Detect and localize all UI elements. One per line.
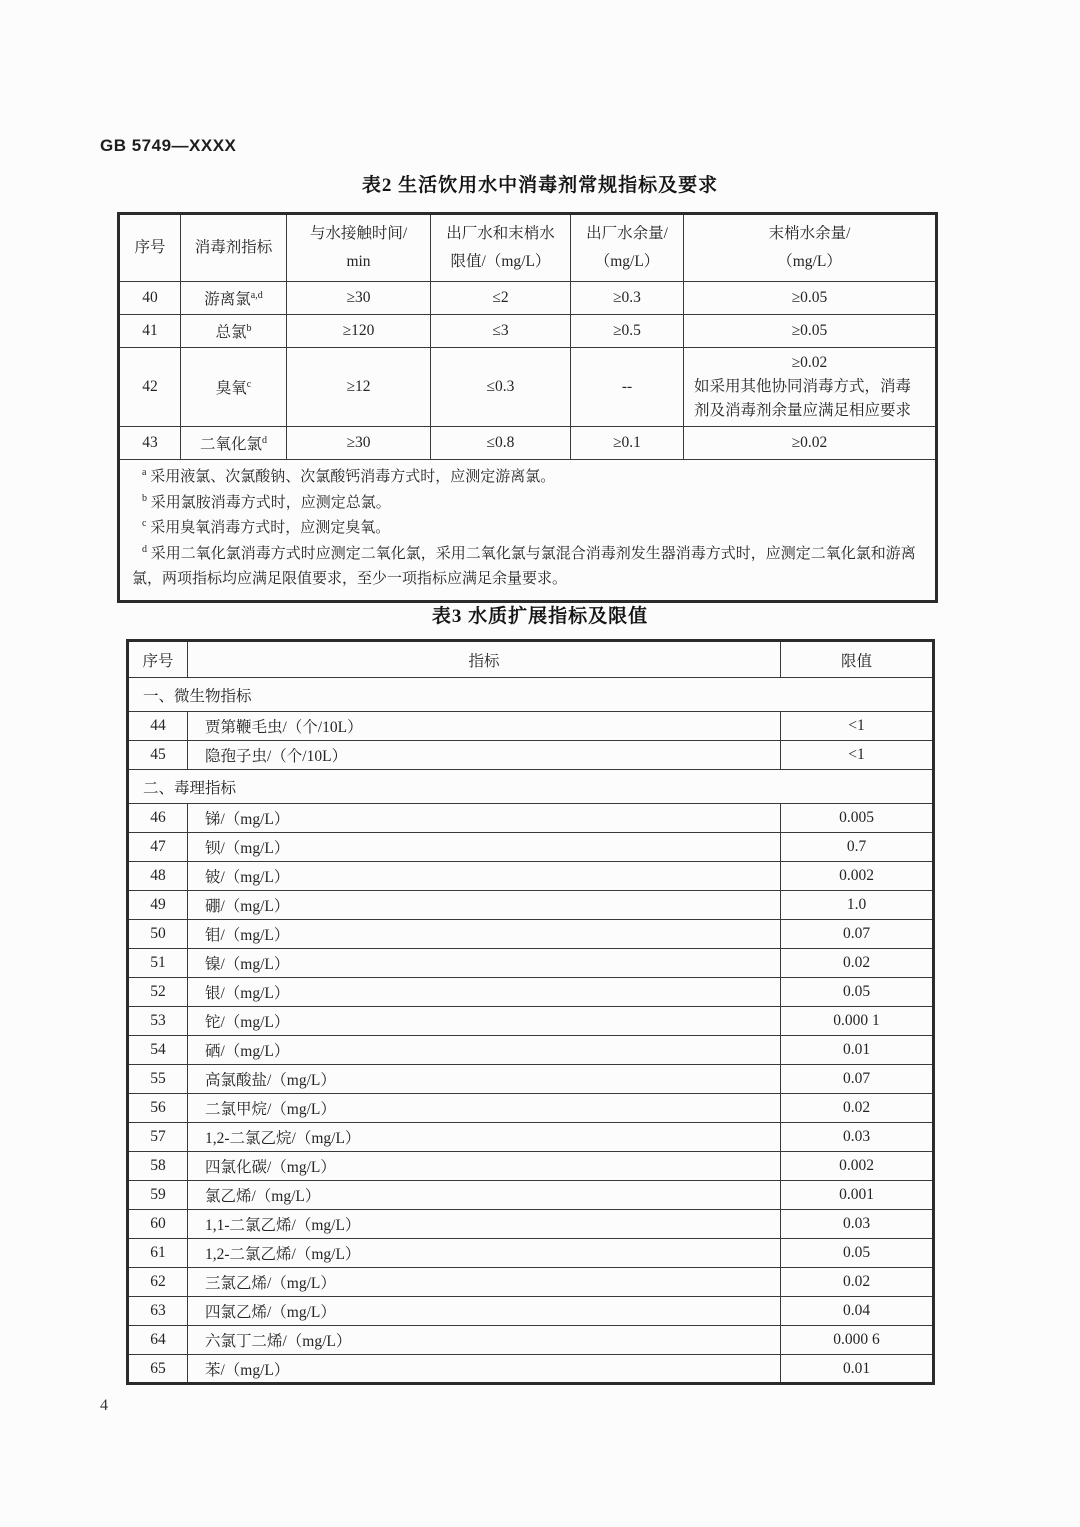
serial-cell: 46 [128, 804, 188, 833]
footnote-marker: d [142, 543, 147, 555]
limit-cell: 0.7 [781, 833, 934, 862]
footnote-marker: b [142, 492, 147, 504]
serial-cell: 57 [128, 1123, 188, 1152]
serial-cell: 52 [128, 978, 188, 1007]
table3-row [128, 978, 934, 1007]
indicator-cell: 1,2-二氯乙烯/（mg/L） [188, 1239, 781, 1268]
standard-code: GB 5749—XXXX [100, 136, 237, 155]
disinfectant-cell: 二氧化氯$^d$ [181, 427, 287, 460]
disinfectant-cell: 游离氯$^{a,d}$ [181, 282, 287, 315]
footnote-marker: d [262, 434, 267, 446]
indicator-cell: 锑/（mg/L） [188, 804, 781, 833]
table3 [126, 639, 932, 1385]
table3-row [128, 741, 934, 770]
limit-cell: 0.01 [781, 1036, 934, 1065]
indicator-cell: 隐孢子虫/（个/10L） [188, 741, 781, 770]
factory-residual-cell: ≥0.5 [571, 315, 684, 348]
table3-row [128, 1007, 934, 1036]
disinfectant-cell: 总氯$^b$ [181, 315, 287, 348]
limit-cell: <1 [781, 741, 934, 770]
contact-time-cell: ≥120 [287, 315, 431, 348]
indicator-cell: 四氯化碳/（mg/L） [188, 1152, 781, 1181]
tap-residual-line: ≥0.02 [791, 354, 828, 371]
serial-cell: 44 [128, 712, 188, 741]
table3-row [128, 804, 934, 833]
factory-residual-cell: ≥0.1 [571, 427, 684, 460]
serial-cell: 48 [128, 862, 188, 891]
table3-row [128, 1152, 934, 1181]
tap-residual-line: ≥0.05 [791, 322, 828, 339]
indicator-cell: 硒/（mg/L） [188, 1036, 781, 1065]
limit-cell: ≤0.8 [431, 427, 571, 460]
header-line: 限值/（mg/L） [450, 253, 551, 270]
serial-cell: 51 [128, 949, 188, 978]
table2-column-header [181, 214, 287, 282]
indicator-cell: 六氯丁二烯/（mg/L） [188, 1326, 781, 1355]
indicator-cell: 四氯乙烯/（mg/L） [188, 1297, 781, 1326]
table2-title: 表2 生活饮用水中消毒剂常规指标及要求 [361, 175, 719, 196]
table3-row [128, 891, 934, 920]
indicator-cell: 1,1-二氯乙烯/（mg/L） [188, 1210, 781, 1239]
table2-footnote-row [119, 460, 937, 602]
table2-grid [117, 212, 938, 603]
section-label: 一、微生物指标 [128, 678, 934, 712]
header-line: 消毒剂指标 [194, 239, 273, 256]
table3-column-header: 指标 [188, 641, 781, 678]
footnote: $^a$ 采用液氯、次氯酸钠、次氯酸钙消毒方式时，应测定游离氯。 [142, 467, 556, 485]
header-line: min [346, 253, 371, 270]
table2-row [119, 315, 937, 348]
table3-row [128, 712, 934, 741]
table2-column-header [119, 214, 181, 282]
limit-cell: 0.005 [781, 804, 934, 833]
table2 [117, 212, 935, 603]
limit-cell: 0.02 [781, 1094, 934, 1123]
footnote: $^b$ 采用氯胺消毒方式时，应测定总氯。 [142, 492, 391, 511]
header-line: 末梢水余量/ [768, 225, 851, 242]
tap-residual-cell [684, 348, 937, 427]
serial-cell: 43 [119, 427, 181, 460]
limit-cell: ≤2 [431, 282, 571, 315]
limit-cell: 0.02 [781, 949, 934, 978]
table3-row [128, 1181, 934, 1210]
footnote-marker: a [142, 467, 147, 478]
footnote-marker: c [142, 518, 147, 529]
indicator-cell: 铊/（mg/L） [188, 1007, 781, 1036]
indicator-cell: 钼/（mg/L） [188, 920, 781, 949]
limit-cell: 0.01 [781, 1355, 934, 1384]
table3-row [128, 1297, 934, 1326]
tap-residual-line: 剂及消毒剂余量应满足相应要求 [694, 402, 912, 419]
limit-cell: 0.05 [781, 978, 934, 1007]
serial-cell: 64 [128, 1326, 188, 1355]
serial-cell: 62 [128, 1268, 188, 1297]
tap-residual-line: ≥0.05 [791, 289, 828, 306]
tap-residual-line: ≥0.02 [791, 434, 828, 451]
limit-cell: 0.001 [781, 1181, 934, 1210]
header-line: （mg/L） [594, 253, 660, 270]
table3-row [128, 1355, 934, 1384]
table3-row [128, 1326, 934, 1355]
table2-column-header [571, 214, 684, 282]
serial-cell: 41 [119, 315, 181, 348]
serial-cell: 56 [128, 1094, 188, 1123]
serial-cell: 49 [128, 891, 188, 920]
serial-cell: 63 [128, 1297, 188, 1326]
table2-footnotes [119, 460, 937, 602]
serial-cell: 45 [128, 741, 188, 770]
table3-column-header: 限值 [781, 641, 934, 678]
table3-title: 表3 水质扩展指标及限值 [431, 606, 649, 627]
page-number: 4 [100, 1397, 108, 1414]
indicator-cell: 镍/（mg/L） [188, 949, 781, 978]
serial-cell: 60 [128, 1210, 188, 1239]
tap-residual-line: 如采用其他协同消毒方式，消毒 [694, 378, 912, 395]
header-line: 序号 [134, 239, 166, 256]
table3-row [128, 1036, 934, 1065]
table2-row [119, 348, 937, 427]
limit-cell: 0.07 [781, 920, 934, 949]
serial-cell: 58 [128, 1152, 188, 1181]
serial-cell: 59 [128, 1181, 188, 1210]
contact-time-cell: ≥30 [287, 282, 431, 315]
limit-cell: 0.000 1 [781, 1007, 934, 1036]
table3-section-row [128, 770, 934, 804]
contact-time-cell: ≥12 [287, 348, 431, 427]
header-line: 出厂水和末梢水 [446, 225, 555, 242]
section-label: 二、毒理指标 [128, 770, 934, 804]
footnote-marker: c [246, 378, 252, 390]
indicator-cell: 苯/（mg/L） [188, 1355, 781, 1384]
indicator-cell: 高氯酸盐/（mg/L） [188, 1065, 781, 1094]
serial-cell: 54 [128, 1036, 188, 1065]
table3-row [128, 1239, 934, 1268]
table2-header-row [119, 214, 937, 282]
limit-cell: 0.03 [781, 1123, 934, 1152]
limit-cell: 0.02 [781, 1268, 934, 1297]
table2-row [119, 427, 937, 460]
limit-cell: ≤3 [431, 315, 571, 348]
indicator-cell: 贾第鞭毛虫/（个/10L） [188, 712, 781, 741]
table2-column-header [684, 214, 937, 282]
table2-column-header [287, 214, 431, 282]
limit-cell: 1.0 [781, 891, 934, 920]
contact-time-cell: ≥30 [287, 427, 431, 460]
limit-cell: ≤0.3 [431, 348, 571, 427]
tap-residual-cell [684, 282, 937, 315]
footnote-marker: a,d [250, 289, 263, 301]
disinfectant-cell: 臭氧$^c$ [181, 348, 287, 427]
table3-row [128, 1210, 934, 1239]
table3-row [128, 920, 934, 949]
header-line: （mg/L） [777, 253, 842, 270]
table3-grid [126, 639, 935, 1385]
table3-row [128, 1065, 934, 1094]
indicator-cell: 银/（mg/L） [188, 978, 781, 1007]
limit-cell: 0.002 [781, 1152, 934, 1181]
serial-cell: 50 [128, 920, 188, 949]
limit-cell: 0.03 [781, 1210, 934, 1239]
indicator-cell: 二氯甲烷/（mg/L） [188, 1094, 781, 1123]
serial-cell: 55 [128, 1065, 188, 1094]
indicator-cell: 1,2-二氯乙烷/（mg/L） [188, 1123, 781, 1152]
limit-cell: 0.000 6 [781, 1326, 934, 1355]
limit-cell: 0.04 [781, 1297, 934, 1326]
table3-header-row [128, 641, 934, 678]
limit-cell: <1 [781, 712, 934, 741]
serial-cell: 42 [119, 348, 181, 427]
indicator-cell: 铍/（mg/L） [188, 862, 781, 891]
indicator-cell: 氯乙烯/（mg/L） [188, 1181, 781, 1210]
header-line: 与水接触时间/ [309, 225, 408, 242]
table3-row [128, 949, 934, 978]
serial-cell: 61 [128, 1239, 188, 1268]
table3-section-row [128, 678, 934, 712]
serial-cell: 47 [128, 833, 188, 862]
table3-row [128, 1268, 934, 1297]
footnote: $^d$ 采用二氧化氯消毒方式时应测定二氧化氯，采用二氧化氯与氯混合消毒剂发生器消毒方式时，应测定二氧化氯和游离氯，两项指标均应满足限值要求，至少一项指标应满足余量要求。 [132, 543, 916, 587]
table3-column-header: 序号 [128, 641, 188, 678]
table3-row [128, 1094, 934, 1123]
table2-column-header [431, 214, 571, 282]
table2-row [119, 282, 937, 315]
limit-cell: 0.07 [781, 1065, 934, 1094]
indicator-cell: 三氯乙烯/（mg/L） [188, 1268, 781, 1297]
serial-cell: 53 [128, 1007, 188, 1036]
table3-row [128, 862, 934, 891]
factory-residual-cell: ≥0.3 [571, 282, 684, 315]
limit-cell: 0.05 [781, 1239, 934, 1268]
table3-row [128, 1123, 934, 1152]
serial-cell: 40 [119, 282, 181, 315]
tap-residual-cell [684, 427, 937, 460]
limit-cell: 0.002 [781, 862, 934, 891]
serial-cell: 65 [128, 1355, 188, 1384]
tap-residual-cell [684, 315, 937, 348]
footnote-marker: b [246, 322, 252, 334]
header-line: 出厂水余量/ [586, 225, 668, 242]
factory-residual-cell: -- [571, 348, 684, 427]
footnote: $^c$ 采用臭氧消毒方式时，应测定臭氧。 [142, 518, 391, 536]
table3-row [128, 833, 934, 862]
indicator-cell: 硼/（mg/L） [188, 891, 781, 920]
indicator-cell: 钡/（mg/L） [188, 833, 781, 862]
